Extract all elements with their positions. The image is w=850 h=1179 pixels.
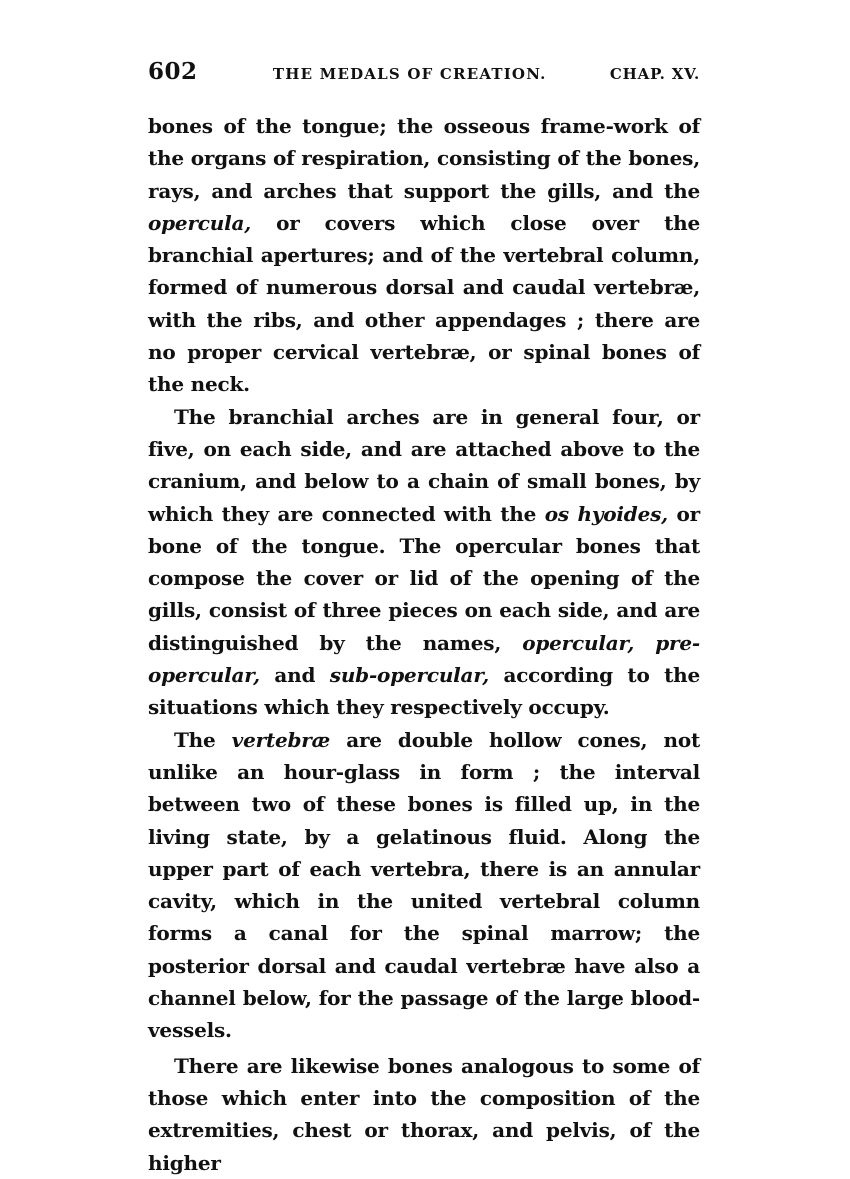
italic-term: os hyoides, — [544, 501, 668, 526]
text-run: according to the situations which they respectively occupy. — [148, 663, 700, 720]
paragraph — [148, 1050, 700, 1179]
italic-term: sub-opercular, — [329, 663, 489, 688]
body-text — [148, 110, 700, 1179]
paragraph — [148, 401, 700, 724]
italic-term: opercula, — [148, 210, 252, 235]
book-page — [148, 58, 700, 1179]
paragraph — [148, 724, 700, 1047]
running-header — [148, 58, 700, 98]
chapter-label: CHAP. XV. — [609, 65, 700, 83]
paragraph — [148, 110, 700, 401]
text-run: There are likewise bones analogous to some of those which enter into the composition of the extremities, chest or thorax, and pelvis, of the higher — [148, 1053, 700, 1175]
text-run: The branchial arches are in general four, or five, on each side, and are attached above to the cranium, and below to a chain of small bones, by which they are connected with the — [148, 404, 700, 526]
text-run: bones of the tongue; the osseous frame-work of the organs of respiration, consisting of the bones, rays, and arches that support the gills, and the — [148, 114, 700, 203]
running-title: THE MEDALS OF CREATION. — [272, 65, 547, 83]
text-run: or covers which close over the branchial apertures; and of the vertebral column, formed of numerous dorsal and caudal vertebræ, with the ribs, and other appendages ; there are no proper cervical vertebræ, or spinal bones of the neck. — [148, 210, 700, 397]
text-run: or bone of the tongue. The opercular bones that compose the cover or lid of the opening of the gills, consist of three pieces on each side, and are distinguished by the names, — [148, 501, 700, 655]
text-run: The — [174, 727, 232, 752]
page-number: 602 — [148, 58, 198, 85]
text-run: and — [259, 663, 330, 688]
text-run: are double hollow cones, not unlike an hour-glass in form ; the interval between two of these bones is filled up, in the living state, by a gelatinous fluid. Along the upper part of each vertebra, there is an annular cavity, which in the united vertebral column forms a canal for the spinal marrow; the posterior dorsal and caudal vertebræ have also a channel below, for the passage of the large blood-vessels. — [148, 727, 701, 1043]
italic-term: opercular, pre-opercular, — [148, 630, 701, 688]
italic-term: vertebræ — [231, 727, 331, 752]
